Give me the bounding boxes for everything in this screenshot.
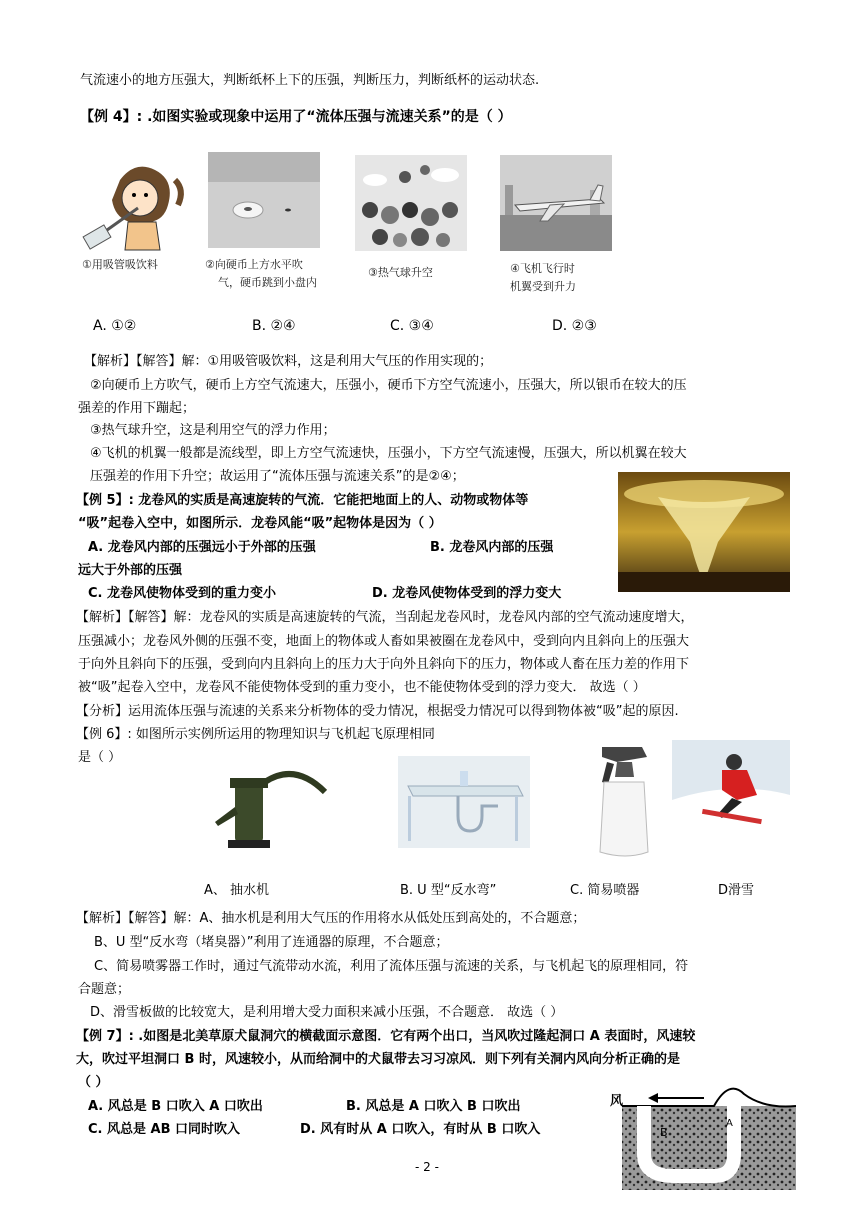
ex5-analysis-3: 于向外且斜向下的压强，受到向内且斜向上的压力大于向外且斜向下的压力，物体或人畜在压力差的作用下 bbox=[78, 657, 690, 672]
ex6-analysis-3: C、简易喷雾器工作时，通过气流带动水流，利用了流体压强与流速的关系，与飞机起飞的原理相同，符 bbox=[94, 959, 689, 974]
ex4-analysis-3: 强差的作用下蹦起； bbox=[78, 401, 196, 416]
ex4-caption-4a: ④飞机飞行时 bbox=[510, 262, 575, 275]
coin-plate-photo bbox=[208, 152, 320, 248]
ex4-analysis-1: 【解析】【解答】解：①用吸管吸饮料，这是利用大气压的作用实现的； bbox=[84, 354, 493, 369]
ex4-option-a: A. ①② bbox=[93, 318, 137, 334]
ex5-option-c: C. 龙卷风使物体受到的重力变小 bbox=[88, 586, 277, 601]
ex5-analysis-4: 被“吸”起卷入空中，龙卷风不能使物体受到的重力变小，也不能使物体受到的浮力变大． 故选（ ） bbox=[78, 680, 646, 695]
water-pump-image bbox=[210, 752, 330, 852]
ex4-analysis-5: ④飞机的机翼一般都是流线型，即上方空气流速快，压强小，下方空气流速慢，压强大，所以机翼在较大 bbox=[90, 446, 687, 461]
ex5-option-d: D. 龙卷风使物体受到的浮力变大 bbox=[372, 586, 562, 601]
ex6-label-a: A、 抽水机 bbox=[204, 883, 270, 898]
ex4-caption-1: ①用吸管吸饮料 bbox=[82, 258, 158, 271]
ex6-analysis-5: D、滑雪板做的比较宽大，是利用增大受力面积来减小压强，不合题意． 故选（ ） bbox=[90, 1005, 564, 1020]
ex5-title-1: 【例 5】: 龙卷风的实质是高速旋转的气流．它能把地面上的人、动物或物体等 bbox=[76, 493, 529, 508]
ex7-title-2: 大，吹过平坦洞口 B 时，风速较小，从而给洞中的犬鼠带去习习凉风．则下列有关洞内风向分析正确的是 bbox=[76, 1052, 680, 1067]
ex7-option-b: B. 风总是 A 口吹入 B 口吹出 bbox=[346, 1099, 521, 1114]
ex5-analysis-2: 压强减小；龙卷风外侧的压强不变，地面上的物体或人畜如果被圈在龙卷风中，受到向内且斜向上的压强大 bbox=[78, 634, 690, 649]
ex6-title-2: 是（ ） bbox=[78, 750, 122, 765]
ex4-option-b: B. ②④ bbox=[252, 318, 296, 334]
spray-bottle-image bbox=[582, 742, 662, 860]
tornado-image bbox=[618, 472, 790, 592]
ex7-option-d: D. 风有时从 A 口吹入，有时从 B 口吹入 bbox=[300, 1122, 541, 1137]
ex5-option-b-cont: 远大于外部的压强 bbox=[78, 563, 183, 578]
ex4-caption-2a: ②向硬币上方水平吹 bbox=[205, 258, 303, 271]
ex4-caption-4b: 机翼受到升力 bbox=[510, 280, 576, 293]
page-number: - 2 - bbox=[415, 1160, 439, 1174]
burrow-opening-a-label: A bbox=[726, 1118, 733, 1129]
skiing-photo bbox=[672, 740, 790, 832]
ex5-option-b: B. 龙卷风内部的压强 bbox=[430, 540, 554, 555]
ex5-analysis-5: 【分析】运用流体压强与流速的关系来分析物体的受力情况，根据受力情况可以得到物体被“吸”起的原因. bbox=[76, 704, 679, 719]
ex6-analysis-4: 合题意； bbox=[78, 982, 131, 997]
burrow-opening-b-label: B bbox=[660, 1126, 668, 1139]
ex5-analysis-1: 【解析】【解答】解：龙卷风的实质是高速旋转的气流，当刮起龙卷风时，龙卷风内部的空气流动速度增大， bbox=[76, 610, 694, 625]
ex4-caption-2b: 气，硬币跳到小盘内 bbox=[218, 276, 317, 289]
ex6-label-c: C. 简易喷器 bbox=[570, 883, 640, 898]
intro-line: 气流速小的地方压强大，判断纸杯上下的压强，判断压力，判断纸杯的运动状态. bbox=[80, 73, 540, 88]
ex6-analysis-1: 【解析】【解答】解：A、抽水机是利用大气压的作用将水从低处压到高处的，不合题意； bbox=[76, 911, 586, 926]
ex4-option-d: D. ②③ bbox=[552, 318, 597, 334]
u-trap-image bbox=[398, 756, 530, 848]
ex5-title-2: “吸”起卷入空中，如图所示．龙卷风能“吸”起物体是因为（ ） bbox=[78, 516, 442, 531]
burrow-diagram bbox=[604, 1084, 796, 1190]
ex6-analysis-2: B、U 型“反水弯（堵臭器）”利用了连通器的原理，不合题意； bbox=[94, 935, 449, 950]
ex4-analysis-2: ②向硬币上方吹气，硬币上方空气流速大，压强小，硬币下方空气流速小，压强大，所以银币在较大的压 bbox=[90, 378, 687, 393]
ex7-option-c: C. 风总是 AB 口同时吹入 bbox=[88, 1122, 241, 1137]
ex4-title: 【例 4】: .如图实验或现象中运用了“流体压强与流速关系”的是（ ） bbox=[80, 109, 512, 125]
ex4-option-c: C. ③④ bbox=[390, 318, 434, 334]
burrow-wind-label: 风 bbox=[610, 1094, 624, 1109]
ex7-title-3: （ ） bbox=[78, 1075, 109, 1090]
ex6-label-b: B. U 型“反水弯” bbox=[400, 883, 497, 898]
hot-air-balloons-photo bbox=[355, 155, 467, 251]
ex4-caption-3: ③热气球升空 bbox=[368, 266, 433, 279]
ex6-title-1: 【例 6】: 如图所示实例所运用的物理知识与飞机起飞原理相同 bbox=[76, 727, 435, 742]
ex4-analysis-6: 压强差的作用下升空；故运用了“流体压强与流速关系”的是②④； bbox=[90, 469, 465, 484]
girl-drinking-image bbox=[80, 150, 190, 260]
ex7-option-a: A. 风总是 B 口吹入 A 口吹出 bbox=[88, 1099, 263, 1114]
ex4-analysis-4: ③热气球升空，这是利用空气的浮力作用； bbox=[90, 423, 336, 438]
ex5-option-a: A. 龙卷风内部的压强远小于外部的压强 bbox=[88, 540, 316, 555]
ex7-title-1: 【例 7】: .如图是北美草原犬鼠洞穴的横截面示意图．它有两个出口，当风吹过隆起洞口 A 表面时，风速较 bbox=[76, 1029, 696, 1044]
ex6-label-d: D滑雪 bbox=[718, 883, 755, 898]
airplane-photo bbox=[500, 155, 612, 251]
